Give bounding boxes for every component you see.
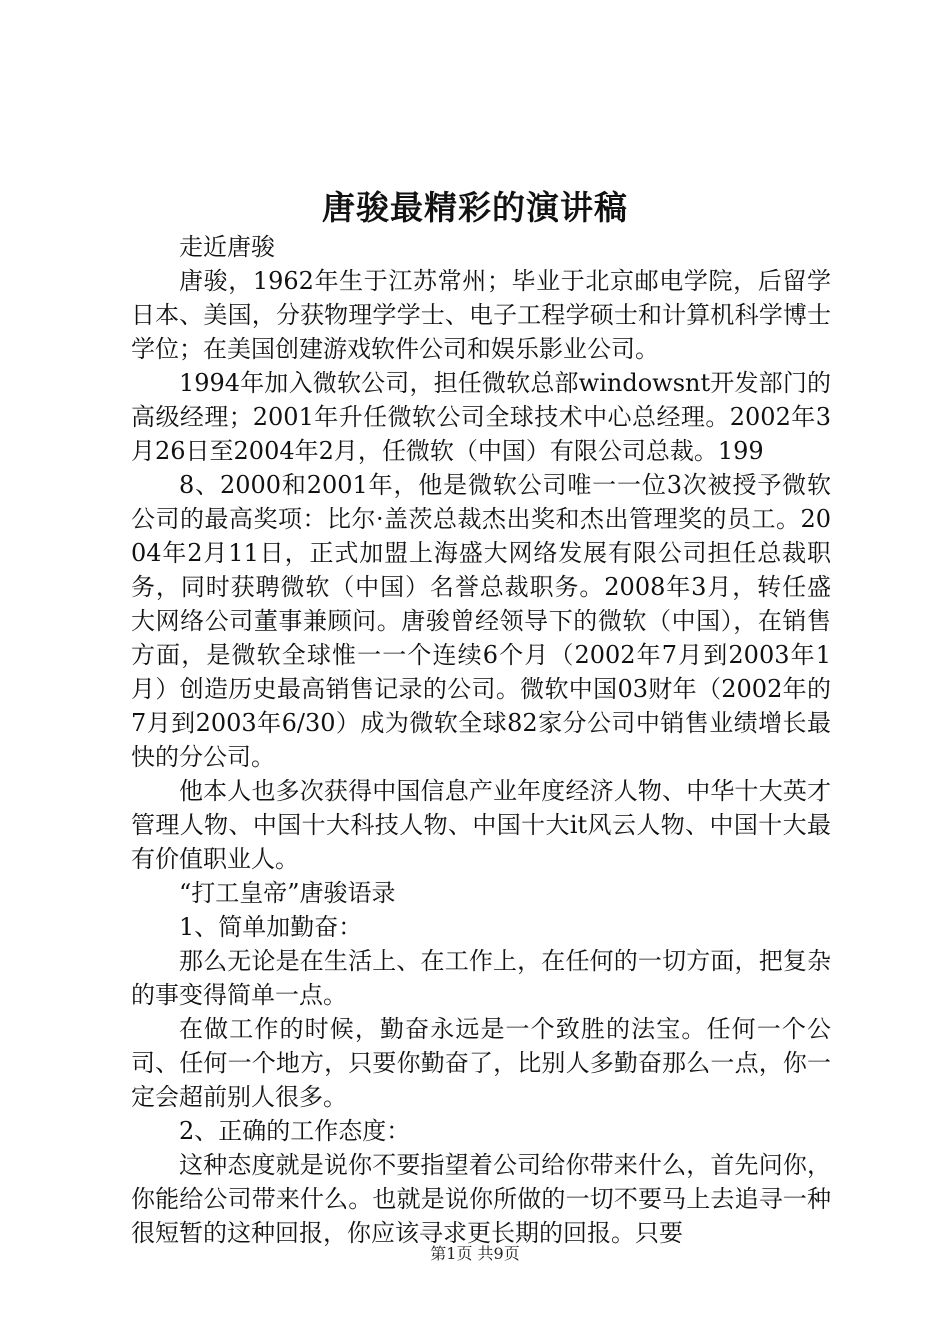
paragraph: 在做工作的时候，勤奋永远是一个致胜的法宝。任何一个公司、任何一个地方，只要你勤奋了，比别人多勤奋那么一点，你一定会超前别人很多。: [131, 1015, 831, 1111]
paragraph: 他本人也多次获得中国信息产业年度经济人物、中华十大英才管理人物、中国十大科技人物、中国十大it风云人物、中国十大最有价值职业人。: [131, 777, 831, 873]
paragraph: 2、正确的工作态度：: [179, 1117, 411, 1145]
document-title: 唐骏最精彩的演讲稿: [322, 188, 628, 227]
paragraph: 那么无论是在生活上、在工作上，在任何的一切方面，把复杂的事变得简单一点。: [131, 947, 831, 1009]
paragraph: 走近唐骏: [179, 233, 275, 261]
paragraph: 1、简单加勤奋：: [179, 913, 363, 941]
paragraph: 唐骏，1962年生于江苏常州；毕业于北京邮电学院，后留学日本、美国，分获物理学学士、电子工程学硕士和计算机科学博士学位；在美国创建游戏软件公司和娱乐影业公司。: [131, 267, 831, 363]
paragraph: 1994年加入微软公司，担任微软总部windowsnt开发部门的高级经理；2001年升任微软公司全球技术中心总经理。2002年3月26日至2004年2月，任微软（中国）有限公司总裁。199: [131, 369, 831, 465]
page-number-footer: 第1页 共9页: [430, 1244, 520, 1263]
paragraph: “打工皇帝”唐骏语录: [179, 879, 396, 907]
paragraph: 这种态度就是说你不要指望着公司给你带来什么，首先问你，你能给公司带来什么。也就是说你所做的一切不要马上去追寻一种很短暂的这种回报，你应该寻求更长期的回报。只要: [131, 1151, 831, 1247]
paragraph: 8、2000和2001年，他是微软公司唯一一位3次被授予微软公司的最高奖项：比尔·盖茨总裁杰出奖和杰出管理奖的员工。2004年2月11日，正式加盟上海盛大网络发展有限公司担任总裁职务，同时获聘微软（中国）名誉总裁职务。2008年3月，转任盛大网络公司董事兼顾问。唐骏曾经领导下的微软（中国），在销售方面，是微软全球惟一一个连续6个月（2002年7月到2003年1月）创造历史最高销售记录的公司。微软中国03财年（2002年的7月到2003年6/30）成为微软全球82家分公司中销售业绩增长最快的分公司。: [131, 471, 831, 771]
document-body: [131, 230, 831, 1250]
